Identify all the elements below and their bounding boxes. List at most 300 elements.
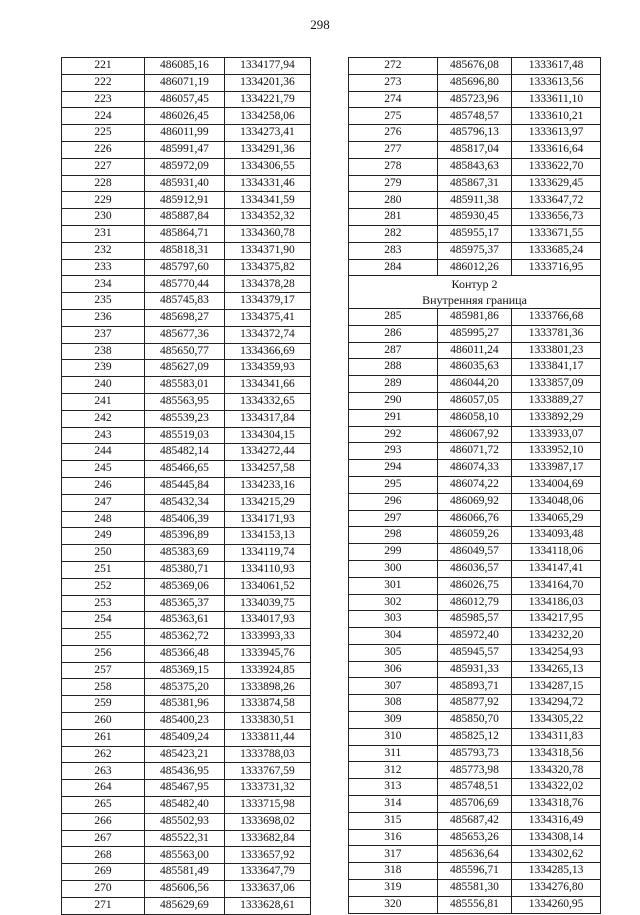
- x-coordinate-cell: 485583,01: [144, 377, 224, 394]
- table-row: [62, 343, 311, 360]
- y-coordinate-cell: 1333628,61: [224, 897, 310, 914]
- table-row: [349, 325, 601, 342]
- x-coordinate-cell: 485606,56: [144, 881, 224, 898]
- table-row: [349, 175, 601, 192]
- point-number-cell: 247: [62, 494, 145, 511]
- x-coordinate-cell: 486057,05: [437, 392, 511, 409]
- point-number-cell: 256: [62, 645, 145, 662]
- point-number-cell: 296: [349, 493, 438, 510]
- point-number-cell: 297: [349, 510, 438, 527]
- x-coordinate-cell: 485818,31: [144, 242, 224, 259]
- point-number-cell: 281: [349, 209, 438, 226]
- x-coordinate-cell: 486049,57: [437, 544, 511, 561]
- table-row: [349, 829, 601, 846]
- point-number-cell: 238: [62, 343, 145, 360]
- point-number-cell: 273: [349, 74, 438, 91]
- table-row: [62, 545, 311, 562]
- y-coordinate-cell: 1334039,75: [224, 595, 310, 612]
- y-coordinate-cell: 1334276,80: [512, 880, 601, 897]
- y-coordinate-cell: 1333611,10: [512, 91, 601, 108]
- table-row: [62, 830, 311, 847]
- x-coordinate-cell: 486067,92: [437, 426, 511, 443]
- table-row: [349, 259, 601, 276]
- table-row: [349, 392, 601, 409]
- table-row: [349, 863, 601, 880]
- x-coordinate-cell: 486059,26: [437, 527, 511, 544]
- y-coordinate-cell: 1334294,72: [512, 695, 601, 712]
- point-number-cell: 306: [349, 661, 438, 678]
- y-coordinate-cell: 1333715,98: [224, 797, 310, 814]
- table-row: [62, 477, 311, 494]
- y-coordinate-cell: 1333656,73: [512, 209, 601, 226]
- y-coordinate-cell: 1333857,09: [512, 376, 601, 393]
- x-coordinate-cell: 486026,45: [144, 108, 224, 125]
- y-coordinate-cell: 1333716,95: [512, 259, 601, 276]
- x-coordinate-cell: 485363,61: [144, 612, 224, 629]
- x-coordinate-cell: 485556,81: [437, 896, 511, 913]
- y-coordinate-cell: 1334306,55: [224, 158, 310, 175]
- y-coordinate-cell: 1334372,74: [224, 326, 310, 343]
- x-coordinate-cell: 485445,84: [144, 477, 224, 494]
- point-number-cell: 303: [349, 611, 438, 628]
- y-coordinate-cell: 1334305,22: [512, 712, 601, 729]
- y-coordinate-cell: 1334171,93: [224, 511, 310, 528]
- point-number-cell: 313: [349, 779, 438, 796]
- y-coordinate-cell: 1334379,17: [224, 293, 310, 310]
- table-row: [62, 225, 311, 242]
- y-coordinate-cell: 1334366,69: [224, 343, 310, 360]
- y-coordinate-cell: 1334110,93: [224, 561, 310, 578]
- x-coordinate-cell: 485466,65: [144, 461, 224, 478]
- point-number-cell: 300: [349, 560, 438, 577]
- point-number-cell: 288: [349, 359, 438, 376]
- table-row: [349, 493, 601, 510]
- y-coordinate-cell: 1334164,70: [512, 577, 601, 594]
- table-row: [349, 779, 601, 796]
- y-coordinate-cell: 1333613,56: [512, 74, 601, 91]
- point-number-cell: 308: [349, 695, 438, 712]
- table-row: [349, 192, 601, 209]
- table-row: [349, 376, 601, 393]
- point-number-cell: 253: [62, 595, 145, 612]
- table-row: [62, 780, 311, 797]
- x-coordinate-cell: 486074,22: [437, 476, 511, 493]
- y-coordinate-cell: 1334302,62: [512, 846, 601, 863]
- point-number-cell: 291: [349, 409, 438, 426]
- table-row: [62, 326, 311, 343]
- point-number-cell: 234: [62, 276, 145, 293]
- point-number-cell: 229: [62, 192, 145, 209]
- x-coordinate-cell: 485366,48: [144, 645, 224, 662]
- x-coordinate-cell: 485930,45: [437, 209, 511, 226]
- x-coordinate-cell: 485972,09: [144, 158, 224, 175]
- table-row: [62, 696, 311, 713]
- point-number-cell: 317: [349, 846, 438, 863]
- table-row: [62, 729, 311, 746]
- table-row: [349, 426, 601, 443]
- table-row: [62, 595, 311, 612]
- table-row: [62, 746, 311, 763]
- y-coordinate-cell: 1334119,74: [224, 545, 310, 562]
- table-row: [349, 342, 601, 359]
- point-number-cell: 261: [62, 729, 145, 746]
- x-coordinate-cell: 486011,24: [437, 342, 511, 359]
- y-coordinate-cell: 1333801,23: [512, 342, 601, 359]
- y-coordinate-cell: 1334291,36: [224, 141, 310, 158]
- point-number-cell: 249: [62, 528, 145, 545]
- x-coordinate-cell: 485867,31: [437, 175, 511, 192]
- x-coordinate-cell: 485825,12: [437, 728, 511, 745]
- point-number-cell: 316: [349, 829, 438, 846]
- y-coordinate-cell: 1334341,59: [224, 192, 310, 209]
- y-coordinate-cell: 1334065,29: [512, 510, 601, 527]
- x-coordinate-cell: 485596,71: [437, 863, 511, 880]
- point-number-cell: 320: [349, 896, 438, 913]
- x-coordinate-cell: 486026,75: [437, 577, 511, 594]
- table-row: [62, 158, 311, 175]
- table-row: [62, 494, 311, 511]
- x-coordinate-cell: 485893,71: [437, 678, 511, 695]
- y-coordinate-cell: 1333698,02: [224, 813, 310, 830]
- x-coordinate-cell: 485931,33: [437, 661, 511, 678]
- point-number-cell: 262: [62, 746, 145, 763]
- coordinates-table-left-body: [62, 58, 311, 915]
- table-row: [349, 678, 601, 695]
- y-coordinate-cell: 1334378,28: [224, 276, 310, 293]
- table-row: [62, 209, 311, 226]
- point-number-cell: 301: [349, 577, 438, 594]
- table-row: [62, 293, 311, 310]
- x-coordinate-cell: 485864,71: [144, 225, 224, 242]
- y-coordinate-cell: 1333613,97: [512, 125, 601, 142]
- point-number-cell: 231: [62, 225, 145, 242]
- point-number-cell: 267: [62, 830, 145, 847]
- x-coordinate-cell: 486011,99: [144, 125, 224, 142]
- point-number-cell: 224: [62, 108, 145, 125]
- y-coordinate-cell: 1333889,27: [512, 392, 601, 409]
- table-row: [62, 393, 311, 410]
- x-coordinate-cell: 485629,69: [144, 897, 224, 914]
- point-number-cell: 257: [62, 662, 145, 679]
- point-number-cell: 228: [62, 175, 145, 192]
- y-coordinate-cell: 1333766,68: [512, 308, 601, 325]
- x-coordinate-cell: 485687,42: [437, 812, 511, 829]
- point-number-cell: 245: [62, 461, 145, 478]
- table-row: [62, 192, 311, 209]
- table-row: [62, 561, 311, 578]
- table-row: [62, 58, 311, 75]
- page-number: 298: [310, 17, 330, 32]
- x-coordinate-cell: 485911,38: [437, 192, 511, 209]
- table-row: [62, 511, 311, 528]
- x-coordinate-cell: 485396,89: [144, 528, 224, 545]
- table-row: [62, 377, 311, 394]
- table-row: [349, 812, 601, 829]
- x-coordinate-cell: 485748,51: [437, 779, 511, 796]
- point-number-cell: 240: [62, 377, 145, 394]
- point-number-cell: 319: [349, 880, 438, 897]
- y-coordinate-cell: 1333610,21: [512, 108, 601, 125]
- table-row: [349, 510, 601, 527]
- y-coordinate-cell: 1333781,36: [512, 325, 601, 342]
- table-row: [62, 578, 311, 595]
- x-coordinate-cell: 485650,77: [144, 343, 224, 360]
- y-coordinate-cell: 1334287,15: [512, 678, 601, 695]
- x-coordinate-cell: 485365,37: [144, 595, 224, 612]
- point-number-cell: 279: [349, 175, 438, 192]
- x-coordinate-cell: 485383,69: [144, 545, 224, 562]
- table-row: [349, 544, 601, 561]
- x-coordinate-cell: 485972,40: [437, 628, 511, 645]
- table-row: [349, 108, 601, 125]
- table-row: [349, 611, 601, 628]
- point-number-cell: 237: [62, 326, 145, 343]
- x-coordinate-cell: 485436,95: [144, 763, 224, 780]
- point-number-cell: 223: [62, 91, 145, 108]
- point-number-cell: 295: [349, 476, 438, 493]
- point-number-cell: 250: [62, 545, 145, 562]
- point-number-cell: 277: [349, 141, 438, 158]
- point-number-cell: 236: [62, 309, 145, 326]
- y-coordinate-cell: 1333731,32: [224, 780, 310, 797]
- coordinates-table-right: [348, 57, 601, 914]
- y-coordinate-cell: 1334061,52: [224, 578, 310, 595]
- x-coordinate-cell: 485423,21: [144, 746, 224, 763]
- y-coordinate-cell: 1334093,48: [512, 527, 601, 544]
- y-coordinate-cell: 1333945,76: [224, 645, 310, 662]
- table-row: [62, 864, 311, 881]
- y-coordinate-cell: 1334186,03: [512, 594, 601, 611]
- y-coordinate-cell: 1334232,20: [512, 628, 601, 645]
- point-number-cell: 287: [349, 342, 438, 359]
- section-header: [349, 276, 601, 309]
- table-row: [62, 444, 311, 461]
- table-row: [349, 846, 601, 863]
- y-coordinate-cell: 1333657,92: [224, 847, 310, 864]
- table-row: [62, 410, 311, 427]
- x-coordinate-cell: 485409,24: [144, 729, 224, 746]
- point-number-cell: 260: [62, 713, 145, 730]
- coordinates-table-left: [61, 57, 311, 915]
- y-coordinate-cell: 1334341,66: [224, 377, 310, 394]
- point-number-cell: 282: [349, 225, 438, 242]
- x-coordinate-cell: 485770,44: [144, 276, 224, 293]
- y-coordinate-cell: 1333993,33: [224, 629, 310, 646]
- table-row: [62, 276, 311, 293]
- y-coordinate-cell: 1334317,84: [224, 410, 310, 427]
- table-row: [349, 225, 601, 242]
- point-number-cell: 271: [62, 897, 145, 914]
- x-coordinate-cell: 486044,20: [437, 376, 511, 393]
- point-number-cell: 286: [349, 325, 438, 342]
- x-coordinate-cell: 486074,33: [437, 460, 511, 477]
- table-row: [62, 125, 311, 142]
- y-coordinate-cell: 1333874,58: [224, 696, 310, 713]
- x-coordinate-cell: 485955,17: [437, 225, 511, 242]
- point-number-cell: 266: [62, 813, 145, 830]
- point-number-cell: 265: [62, 797, 145, 814]
- y-coordinate-cell: 1334272,44: [224, 444, 310, 461]
- point-number-cell: 244: [62, 444, 145, 461]
- coordinates-table-right-top: [349, 58, 601, 276]
- x-coordinate-cell: 485563,00: [144, 847, 224, 864]
- point-number-cell: 290: [349, 392, 438, 409]
- table-row: [349, 745, 601, 762]
- point-number-cell: 258: [62, 679, 145, 696]
- point-number-cell: 239: [62, 360, 145, 377]
- table-row: [349, 158, 601, 175]
- point-number-cell: 251: [62, 561, 145, 578]
- y-coordinate-cell: 1333671,55: [512, 225, 601, 242]
- x-coordinate-cell: 485877,92: [437, 695, 511, 712]
- point-number-cell: 302: [349, 594, 438, 611]
- y-coordinate-cell: 1334352,32: [224, 209, 310, 226]
- table-row: [62, 175, 311, 192]
- point-number-cell: 269: [62, 864, 145, 881]
- table-row: [349, 628, 601, 645]
- y-coordinate-cell: 1334017,93: [224, 612, 310, 629]
- y-coordinate-cell: 1334273,41: [224, 125, 310, 142]
- y-coordinate-cell: 1334371,90: [224, 242, 310, 259]
- point-number-cell: 312: [349, 762, 438, 779]
- table-row: [349, 125, 601, 142]
- y-coordinate-cell: 1333685,24: [512, 242, 601, 259]
- x-coordinate-cell: 485677,36: [144, 326, 224, 343]
- point-number-cell: 225: [62, 125, 145, 142]
- point-number-cell: 278: [349, 158, 438, 175]
- x-coordinate-cell: 485975,37: [437, 242, 511, 259]
- point-number-cell: 227: [62, 158, 145, 175]
- y-coordinate-cell: 1334285,13: [512, 863, 601, 880]
- table-row: [62, 612, 311, 629]
- y-coordinate-cell: 1334265,13: [512, 661, 601, 678]
- x-coordinate-cell: 485887,84: [144, 209, 224, 226]
- y-coordinate-cell: 1333622,70: [512, 158, 601, 175]
- table-row: [349, 443, 601, 460]
- y-coordinate-cell: 1334320,78: [512, 762, 601, 779]
- x-coordinate-cell: 485931,40: [144, 175, 224, 192]
- point-number-cell: 263: [62, 763, 145, 780]
- y-coordinate-cell: 1334260,95: [512, 896, 601, 913]
- y-coordinate-cell: 1334177,94: [224, 58, 310, 75]
- point-number-cell: 305: [349, 644, 438, 661]
- y-coordinate-cell: 1333841,17: [512, 359, 601, 376]
- x-coordinate-cell: 485636,64: [437, 846, 511, 863]
- y-coordinate-cell: 1334257,58: [224, 461, 310, 478]
- table-row: [62, 259, 311, 276]
- point-number-cell: 284: [349, 259, 438, 276]
- y-coordinate-cell: 1334318,76: [512, 796, 601, 813]
- y-coordinate-cell: 1334359,93: [224, 360, 310, 377]
- point-number-cell: 221: [62, 58, 145, 75]
- y-coordinate-cell: 1333952,10: [512, 443, 601, 460]
- point-number-cell: 241: [62, 393, 145, 410]
- section-title: Контур 2: [349, 276, 601, 292]
- y-coordinate-cell: 1334048,06: [512, 493, 601, 510]
- y-coordinate-cell: 1334258,06: [224, 108, 310, 125]
- table-row: [349, 560, 601, 577]
- y-coordinate-cell: 1334215,29: [224, 494, 310, 511]
- x-coordinate-cell: 485981,86: [437, 308, 511, 325]
- y-coordinate-cell: 1334201,36: [224, 74, 310, 91]
- table-row: [349, 74, 601, 91]
- x-coordinate-cell: 485991,47: [144, 141, 224, 158]
- x-coordinate-cell: 485995,27: [437, 325, 511, 342]
- table-row: [349, 594, 601, 611]
- x-coordinate-cell: 485748,57: [437, 108, 511, 125]
- y-coordinate-cell: 1334375,41: [224, 309, 310, 326]
- x-coordinate-cell: 485369,15: [144, 662, 224, 679]
- point-number-cell: 311: [349, 745, 438, 762]
- table-row: [62, 74, 311, 91]
- point-number-cell: 252: [62, 578, 145, 595]
- point-number-cell: 318: [349, 863, 438, 880]
- x-coordinate-cell: 485380,71: [144, 561, 224, 578]
- section-title-row: [349, 276, 601, 292]
- x-coordinate-cell: 485796,13: [437, 125, 511, 142]
- table-row: [62, 91, 311, 108]
- x-coordinate-cell: 485698,27: [144, 309, 224, 326]
- point-number-cell: 310: [349, 728, 438, 745]
- point-number-cell: 315: [349, 812, 438, 829]
- y-coordinate-cell: 1333933,07: [512, 426, 601, 443]
- y-coordinate-cell: 1334254,93: [512, 644, 601, 661]
- y-coordinate-cell: 1334316,49: [512, 812, 601, 829]
- y-coordinate-cell: 1333811,44: [224, 729, 310, 746]
- table-row: [349, 359, 601, 376]
- y-coordinate-cell: 1334217,95: [512, 611, 601, 628]
- y-coordinate-cell: 1334311,83: [512, 728, 601, 745]
- table-row: [62, 763, 311, 780]
- point-number-cell: 272: [349, 58, 438, 75]
- y-coordinate-cell: 1334360,78: [224, 225, 310, 242]
- point-number-cell: 314: [349, 796, 438, 813]
- x-coordinate-cell: 485375,20: [144, 679, 224, 696]
- point-number-cell: 280: [349, 192, 438, 209]
- point-number-cell: 259: [62, 696, 145, 713]
- x-coordinate-cell: 485581,30: [437, 880, 511, 897]
- x-coordinate-cell: 485432,34: [144, 494, 224, 511]
- table-row: [349, 476, 601, 493]
- table-row: [349, 644, 601, 661]
- table-row: [62, 427, 311, 444]
- table-row: [349, 880, 601, 897]
- point-number-cell: 276: [349, 125, 438, 142]
- table-row: [62, 713, 311, 730]
- x-coordinate-cell: 485482,14: [144, 444, 224, 461]
- point-number-cell: 233: [62, 259, 145, 276]
- y-coordinate-cell: 1334221,79: [224, 91, 310, 108]
- table-row: [62, 629, 311, 646]
- x-coordinate-cell: 486058,10: [437, 409, 511, 426]
- point-number-cell: 235: [62, 293, 145, 310]
- y-coordinate-cell: 1334331,46: [224, 175, 310, 192]
- y-coordinate-cell: 1333830,51: [224, 713, 310, 730]
- table-row: [349, 409, 601, 426]
- table-row: [349, 308, 601, 325]
- y-coordinate-cell: 1333892,29: [512, 409, 601, 426]
- x-coordinate-cell: 486066,76: [437, 510, 511, 527]
- y-coordinate-cell: 1334308,14: [512, 829, 601, 846]
- point-number-cell: 270: [62, 881, 145, 898]
- x-coordinate-cell: 485985,57: [437, 611, 511, 628]
- y-coordinate-cell: 1334147,41: [512, 560, 601, 577]
- y-coordinate-cell: 1333682,84: [224, 830, 310, 847]
- y-coordinate-cell: 1334004,69: [512, 476, 601, 493]
- table-row: [349, 796, 601, 813]
- table-row: [349, 58, 601, 75]
- point-number-cell: 226: [62, 141, 145, 158]
